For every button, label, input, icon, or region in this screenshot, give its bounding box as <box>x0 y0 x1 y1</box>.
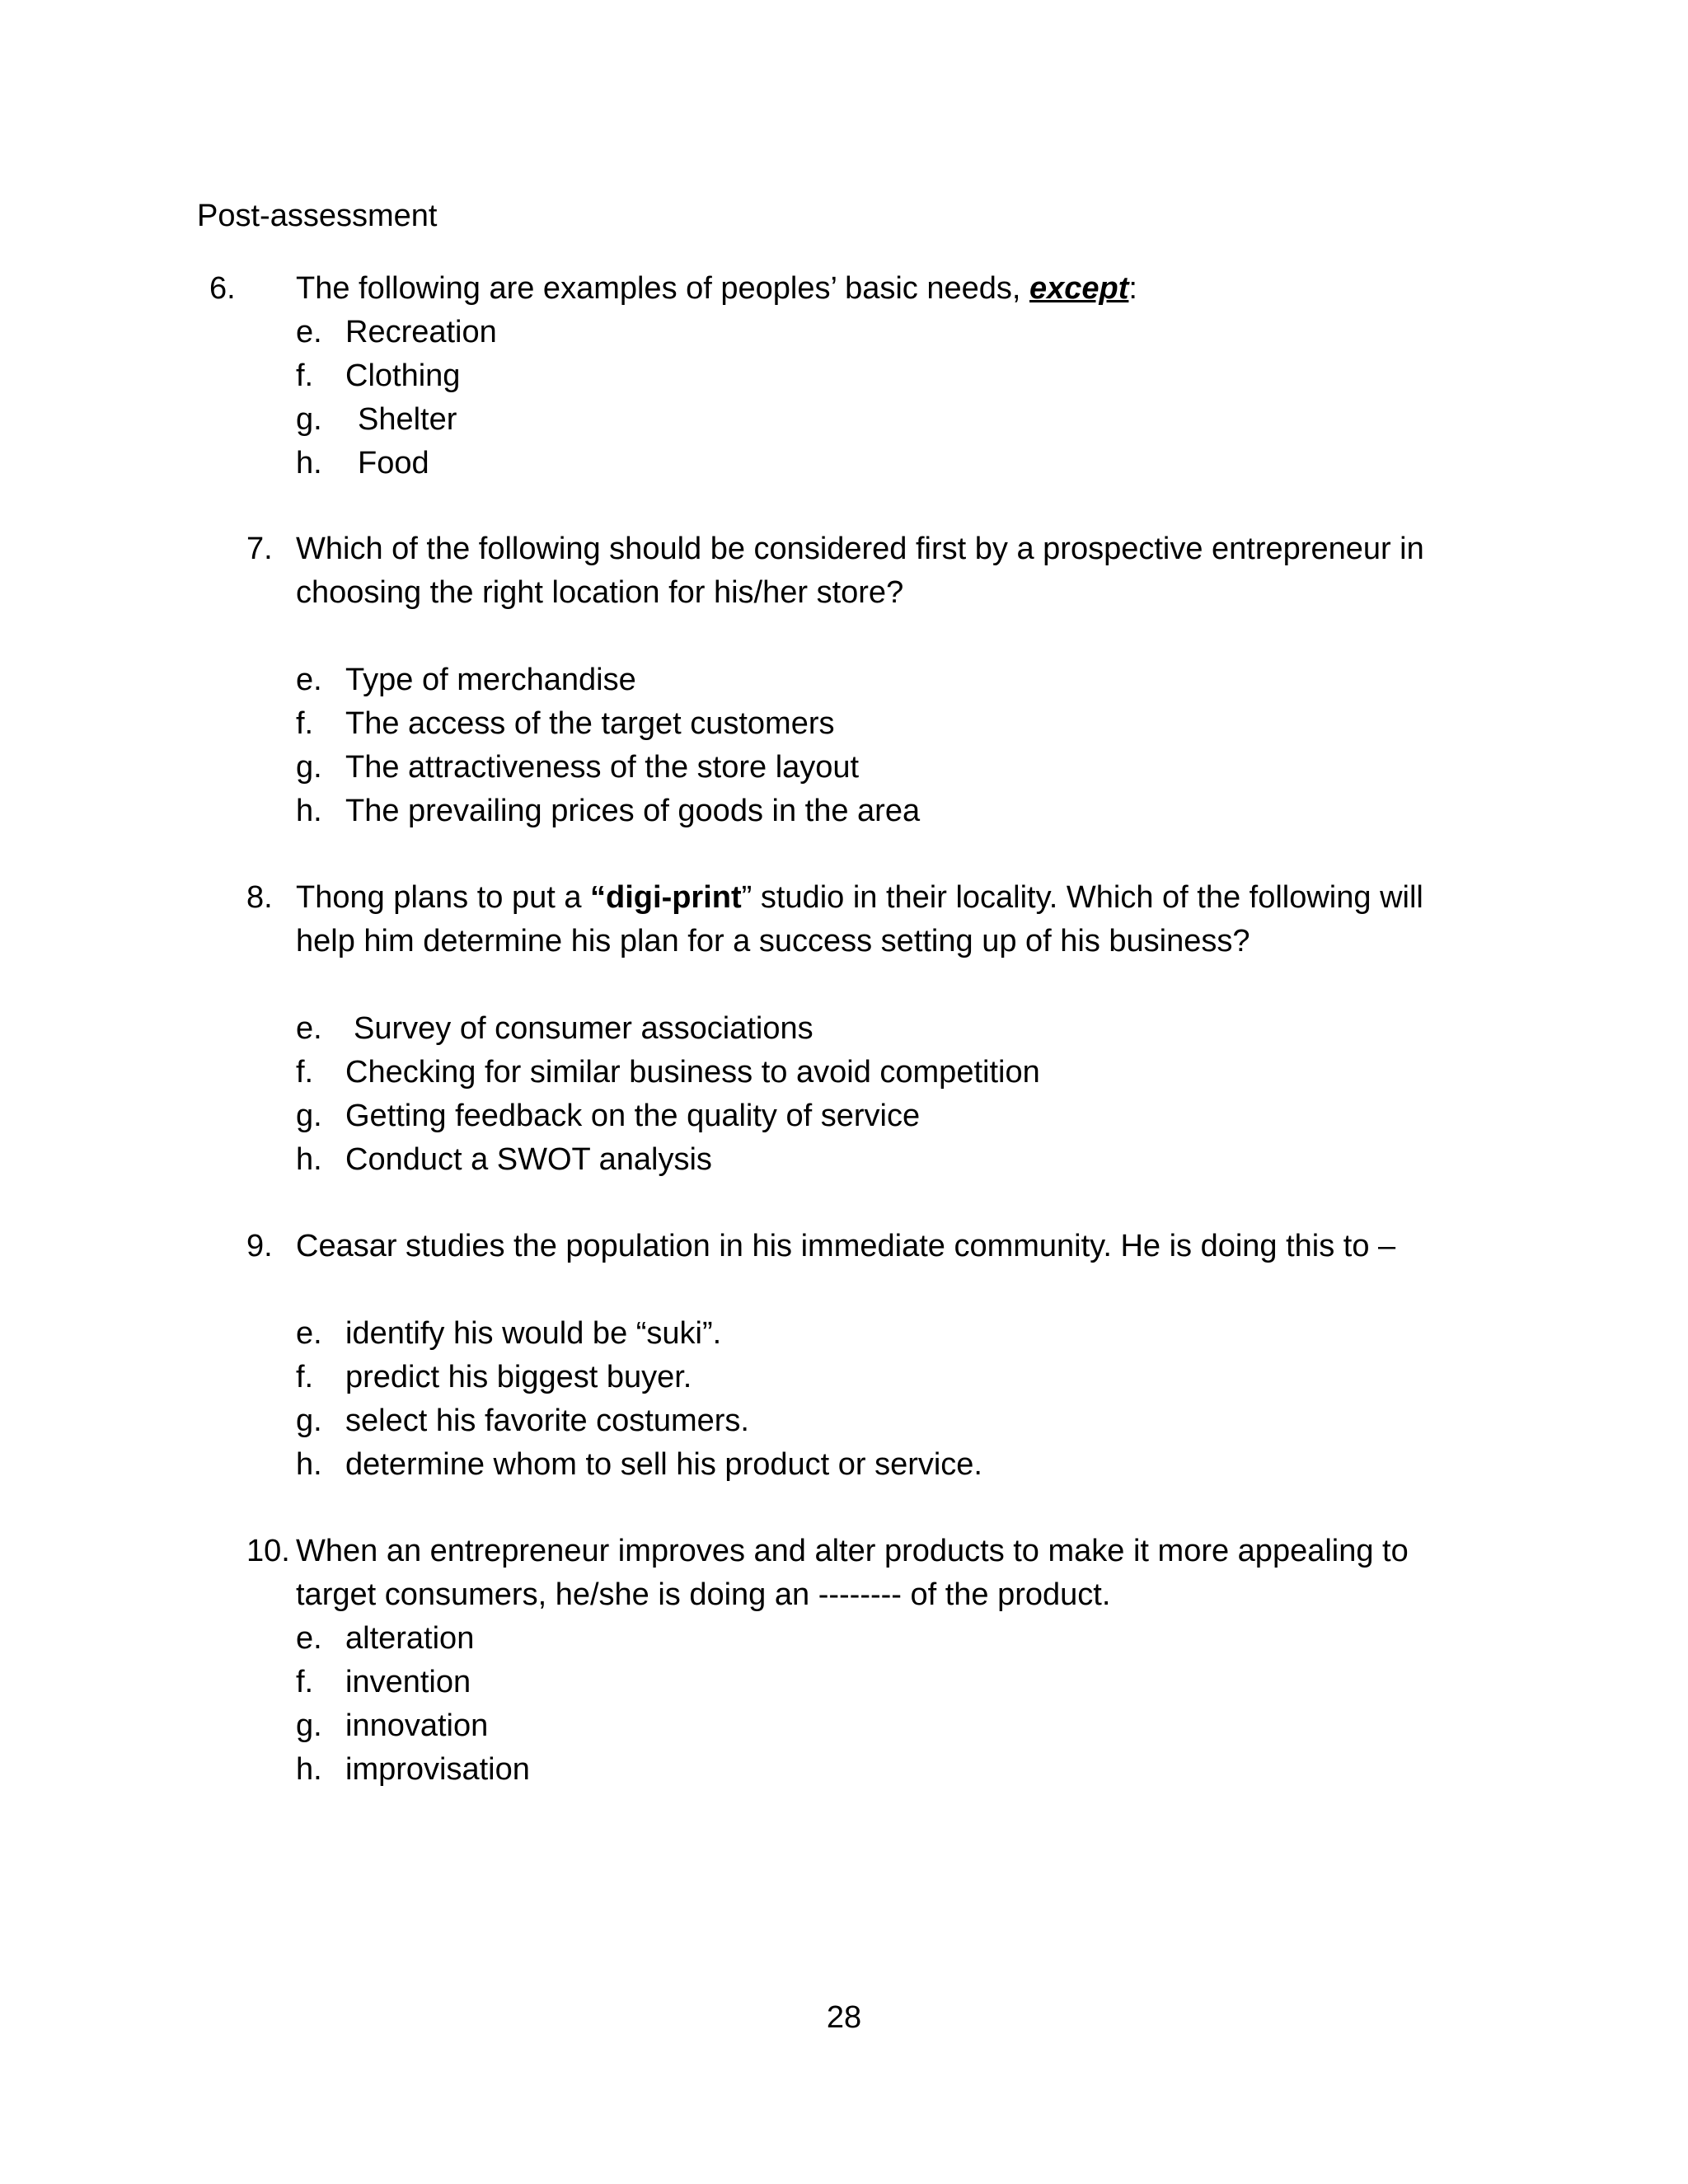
option-text: Type of merchandise <box>345 663 636 697</box>
option-letter: g. <box>296 750 322 785</box>
option-letter: f. <box>296 1665 314 1699</box>
question-stem <box>296 267 1483 311</box>
option-e <box>296 311 497 354</box>
option-text: identify his would be “suki”. <box>345 1316 722 1351</box>
option-letter: h. <box>296 794 322 828</box>
option-f <box>296 1661 530 1704</box>
option-g <box>296 1399 982 1443</box>
option-text: improvisation <box>345 1752 530 1787</box>
option-e <box>296 1007 1040 1051</box>
option-g <box>296 1094 1040 1138</box>
option-letter: f. <box>296 1360 314 1394</box>
option-letter: e. <box>296 315 322 349</box>
stem-text: The following are examples of peoples’ basic needs, <box>296 271 1029 306</box>
option-f <box>296 702 920 746</box>
option-h <box>296 1443 982 1487</box>
option-text: Checking for similar business to avoid competition <box>345 1055 1040 1090</box>
option-letter: e. <box>296 1621 322 1656</box>
option-list <box>296 1312 982 1487</box>
stem-text-end: ” studio in their locality. Which of the following will help him determine his plan for a success setting up of his business? <box>296 880 1423 958</box>
stem-text-end: : <box>1128 271 1137 306</box>
option-text: innovation <box>345 1708 489 1743</box>
option-letter: e. <box>296 1316 322 1351</box>
option-letter: h. <box>296 1447 322 1482</box>
option-letter: h. <box>296 1752 322 1787</box>
option-h <box>296 1138 1040 1182</box>
option-text: Getting feedback on the quality of service <box>345 1099 921 1133</box>
option-h <box>296 442 497 485</box>
option-g <box>296 398 497 442</box>
page-heading: Post-assessment <box>197 199 438 233</box>
option-g <box>296 1704 530 1748</box>
option-text: Survey of consumer associations <box>354 1011 814 1046</box>
option-text: The attractiveness of the store layout <box>345 750 860 785</box>
question-stem: When an entrepreneur improves and alter products to make it more appealing to target consumers, he/she is doing an -------- of the product. <box>296 1534 1409 1612</box>
option-letter: g. <box>296 1099 322 1133</box>
option-f <box>296 1051 1040 1094</box>
stem-bold-term: “digi-print <box>590 880 742 915</box>
option-e <box>296 1617 530 1661</box>
option-text: The prevailing prices of goods in the area <box>345 794 921 828</box>
option-letter: h. <box>296 1142 322 1177</box>
option-text: select his favorite costumers. <box>345 1404 749 1438</box>
option-f <box>296 1356 982 1399</box>
option-text: Conduct a SWOT analysis <box>345 1142 712 1177</box>
option-list <box>296 658 920 833</box>
option-text: Recreation <box>345 315 497 349</box>
option-h <box>296 790 920 833</box>
stem-text: Thong plans to put a <box>296 880 591 915</box>
option-text: invention <box>345 1665 471 1699</box>
option-e <box>296 658 920 702</box>
option-letter: f. <box>296 1055 314 1090</box>
option-letter: h. <box>296 446 322 480</box>
option-text: predict his biggest buyer. <box>345 1360 692 1394</box>
option-letter: e. <box>296 663 322 697</box>
option-letter: e. <box>296 1011 322 1046</box>
question-number: 8. <box>246 880 273 915</box>
option-text: alteration <box>345 1621 475 1656</box>
question-stem: Which of the following should be considered first by a prospective entrepreneur in choosing the right location for his/her store? <box>296 532 1424 610</box>
option-text: Shelter <box>358 402 457 437</box>
question-number: 7. <box>246 532 273 566</box>
option-letter: f. <box>296 706 314 741</box>
question-stem: Ceasar studies the population in his immediate community. He is doing this to – <box>296 1229 1396 1263</box>
question-number: 10. <box>246 1534 290 1568</box>
option-text: determine whom to sell his product or service. <box>345 1447 982 1482</box>
option-text: The access of the target customers <box>345 706 835 741</box>
option-list <box>296 1617 530 1792</box>
option-h <box>296 1748 530 1792</box>
option-text: Food <box>358 446 429 480</box>
option-letter: g. <box>296 1404 322 1438</box>
option-e <box>296 1312 982 1356</box>
option-text: Clothing <box>345 359 461 393</box>
option-letter: f. <box>296 359 314 393</box>
option-list <box>296 1007 1040 1182</box>
option-f <box>296 354 497 398</box>
question-stem <box>296 876 1483 963</box>
option-list <box>296 311 497 485</box>
option-letter: g. <box>296 1708 322 1743</box>
stem-emphasis: except <box>1029 271 1129 306</box>
option-letter: g. <box>296 402 322 437</box>
page-number: 28 <box>826 2000 862 2035</box>
option-g <box>296 746 920 790</box>
question-number: 9. <box>246 1229 273 1263</box>
question-number: 6. <box>209 271 236 306</box>
